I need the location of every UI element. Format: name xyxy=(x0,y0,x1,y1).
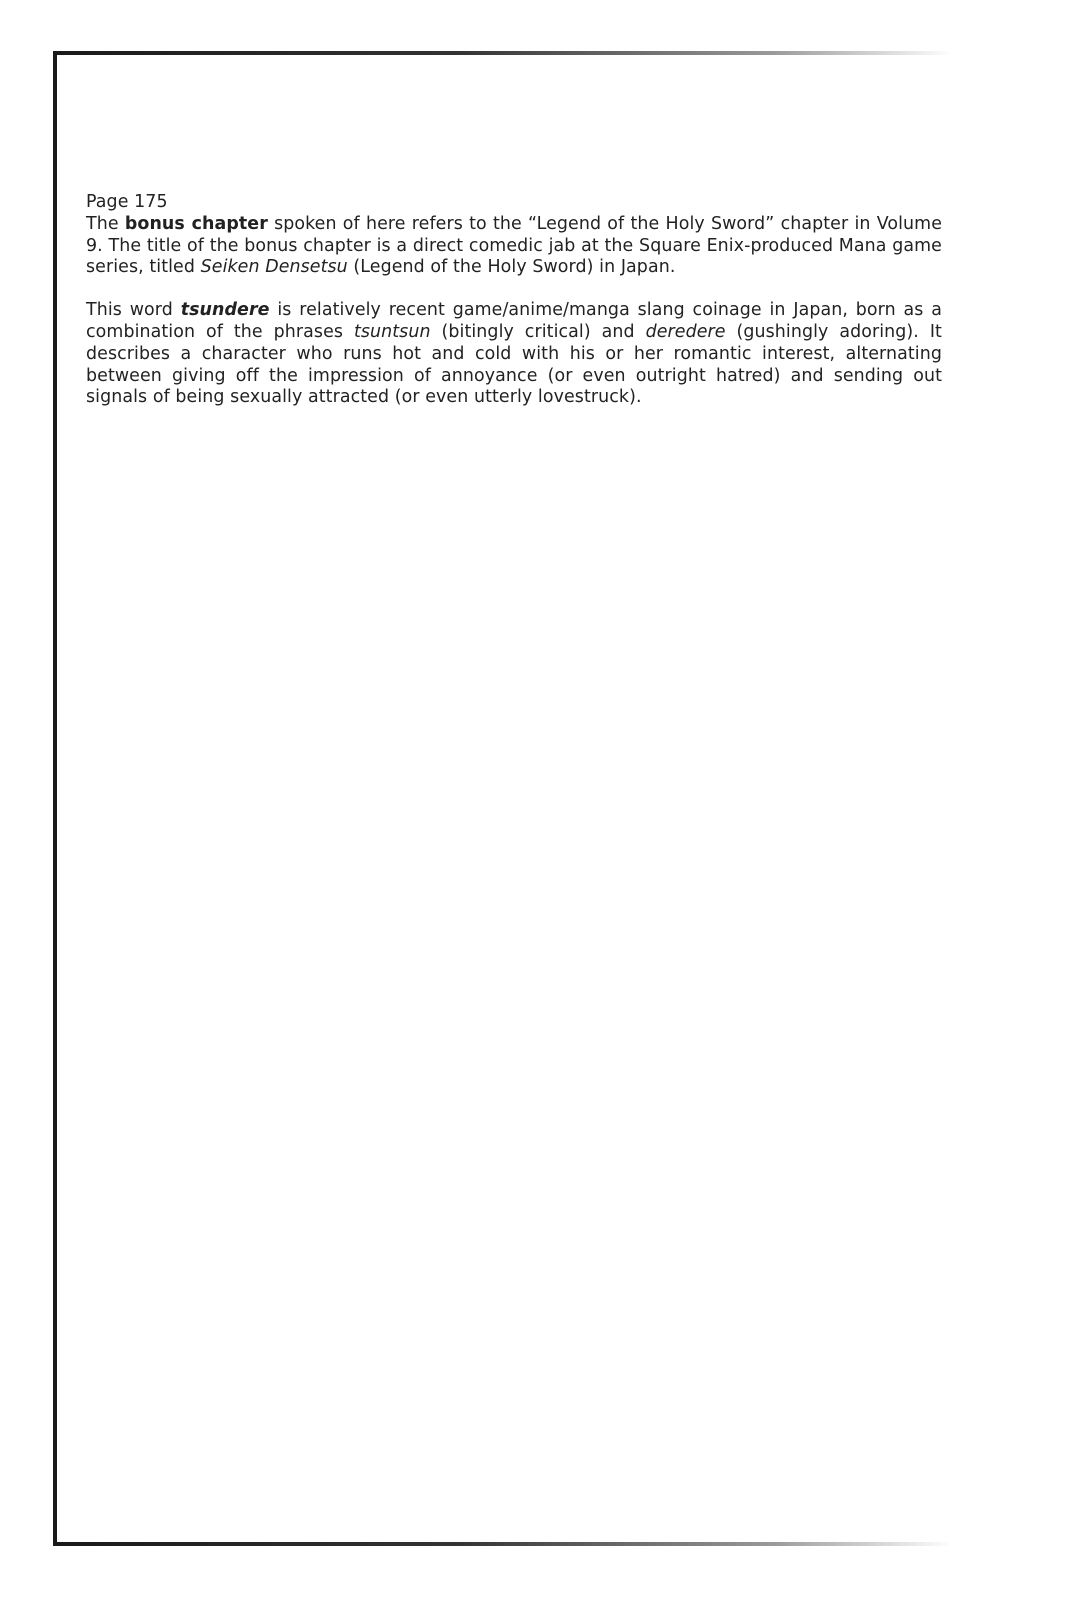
term-bonus-chapter: bonus chapter xyxy=(124,213,268,234)
text-segment: (Legend of the Holy Sword) in Japan. xyxy=(347,257,676,278)
note-paragraph-bonus-chapter xyxy=(86,192,942,279)
note-paragraph-tsundere xyxy=(86,300,942,409)
term-deredere: deredere xyxy=(645,321,726,342)
term-tsundere: tsundere xyxy=(180,300,270,321)
text-segment: (bitingly critical) and xyxy=(430,321,646,342)
translation-notes xyxy=(86,192,942,409)
text-segment: spoken of here refers to the “Legend of the Holy Sword” chapter in Volume 9. The title of the bonus chapter is a direct comedic jab at the Square Enix-produced Mana game series, titled xyxy=(86,213,942,278)
page-reference: Page 175 xyxy=(86,192,168,212)
page-frame-left-border xyxy=(53,51,57,1546)
text-segment: is relatively recent game/anime/manga slang coinage in Japan, born as a combination of the phrases xyxy=(86,300,942,342)
page-frame-top-border xyxy=(53,51,953,55)
term-seiken-densetsu: Seiken Densetsu xyxy=(200,257,348,278)
text-segment: This word xyxy=(86,300,181,321)
text-segment: (gushingly adoring). It describes a character who runs hot and cold with his or her romantic interest, alternating between giving off the impression of annoyance (or even outright hatred) and sending out signals of being sexually attracted (or even utterly lovestruck). xyxy=(86,321,942,408)
text-segment: The xyxy=(86,213,125,234)
term-tsuntsun: tsuntsun xyxy=(353,321,431,342)
page-frame-bottom-border xyxy=(53,1542,953,1546)
